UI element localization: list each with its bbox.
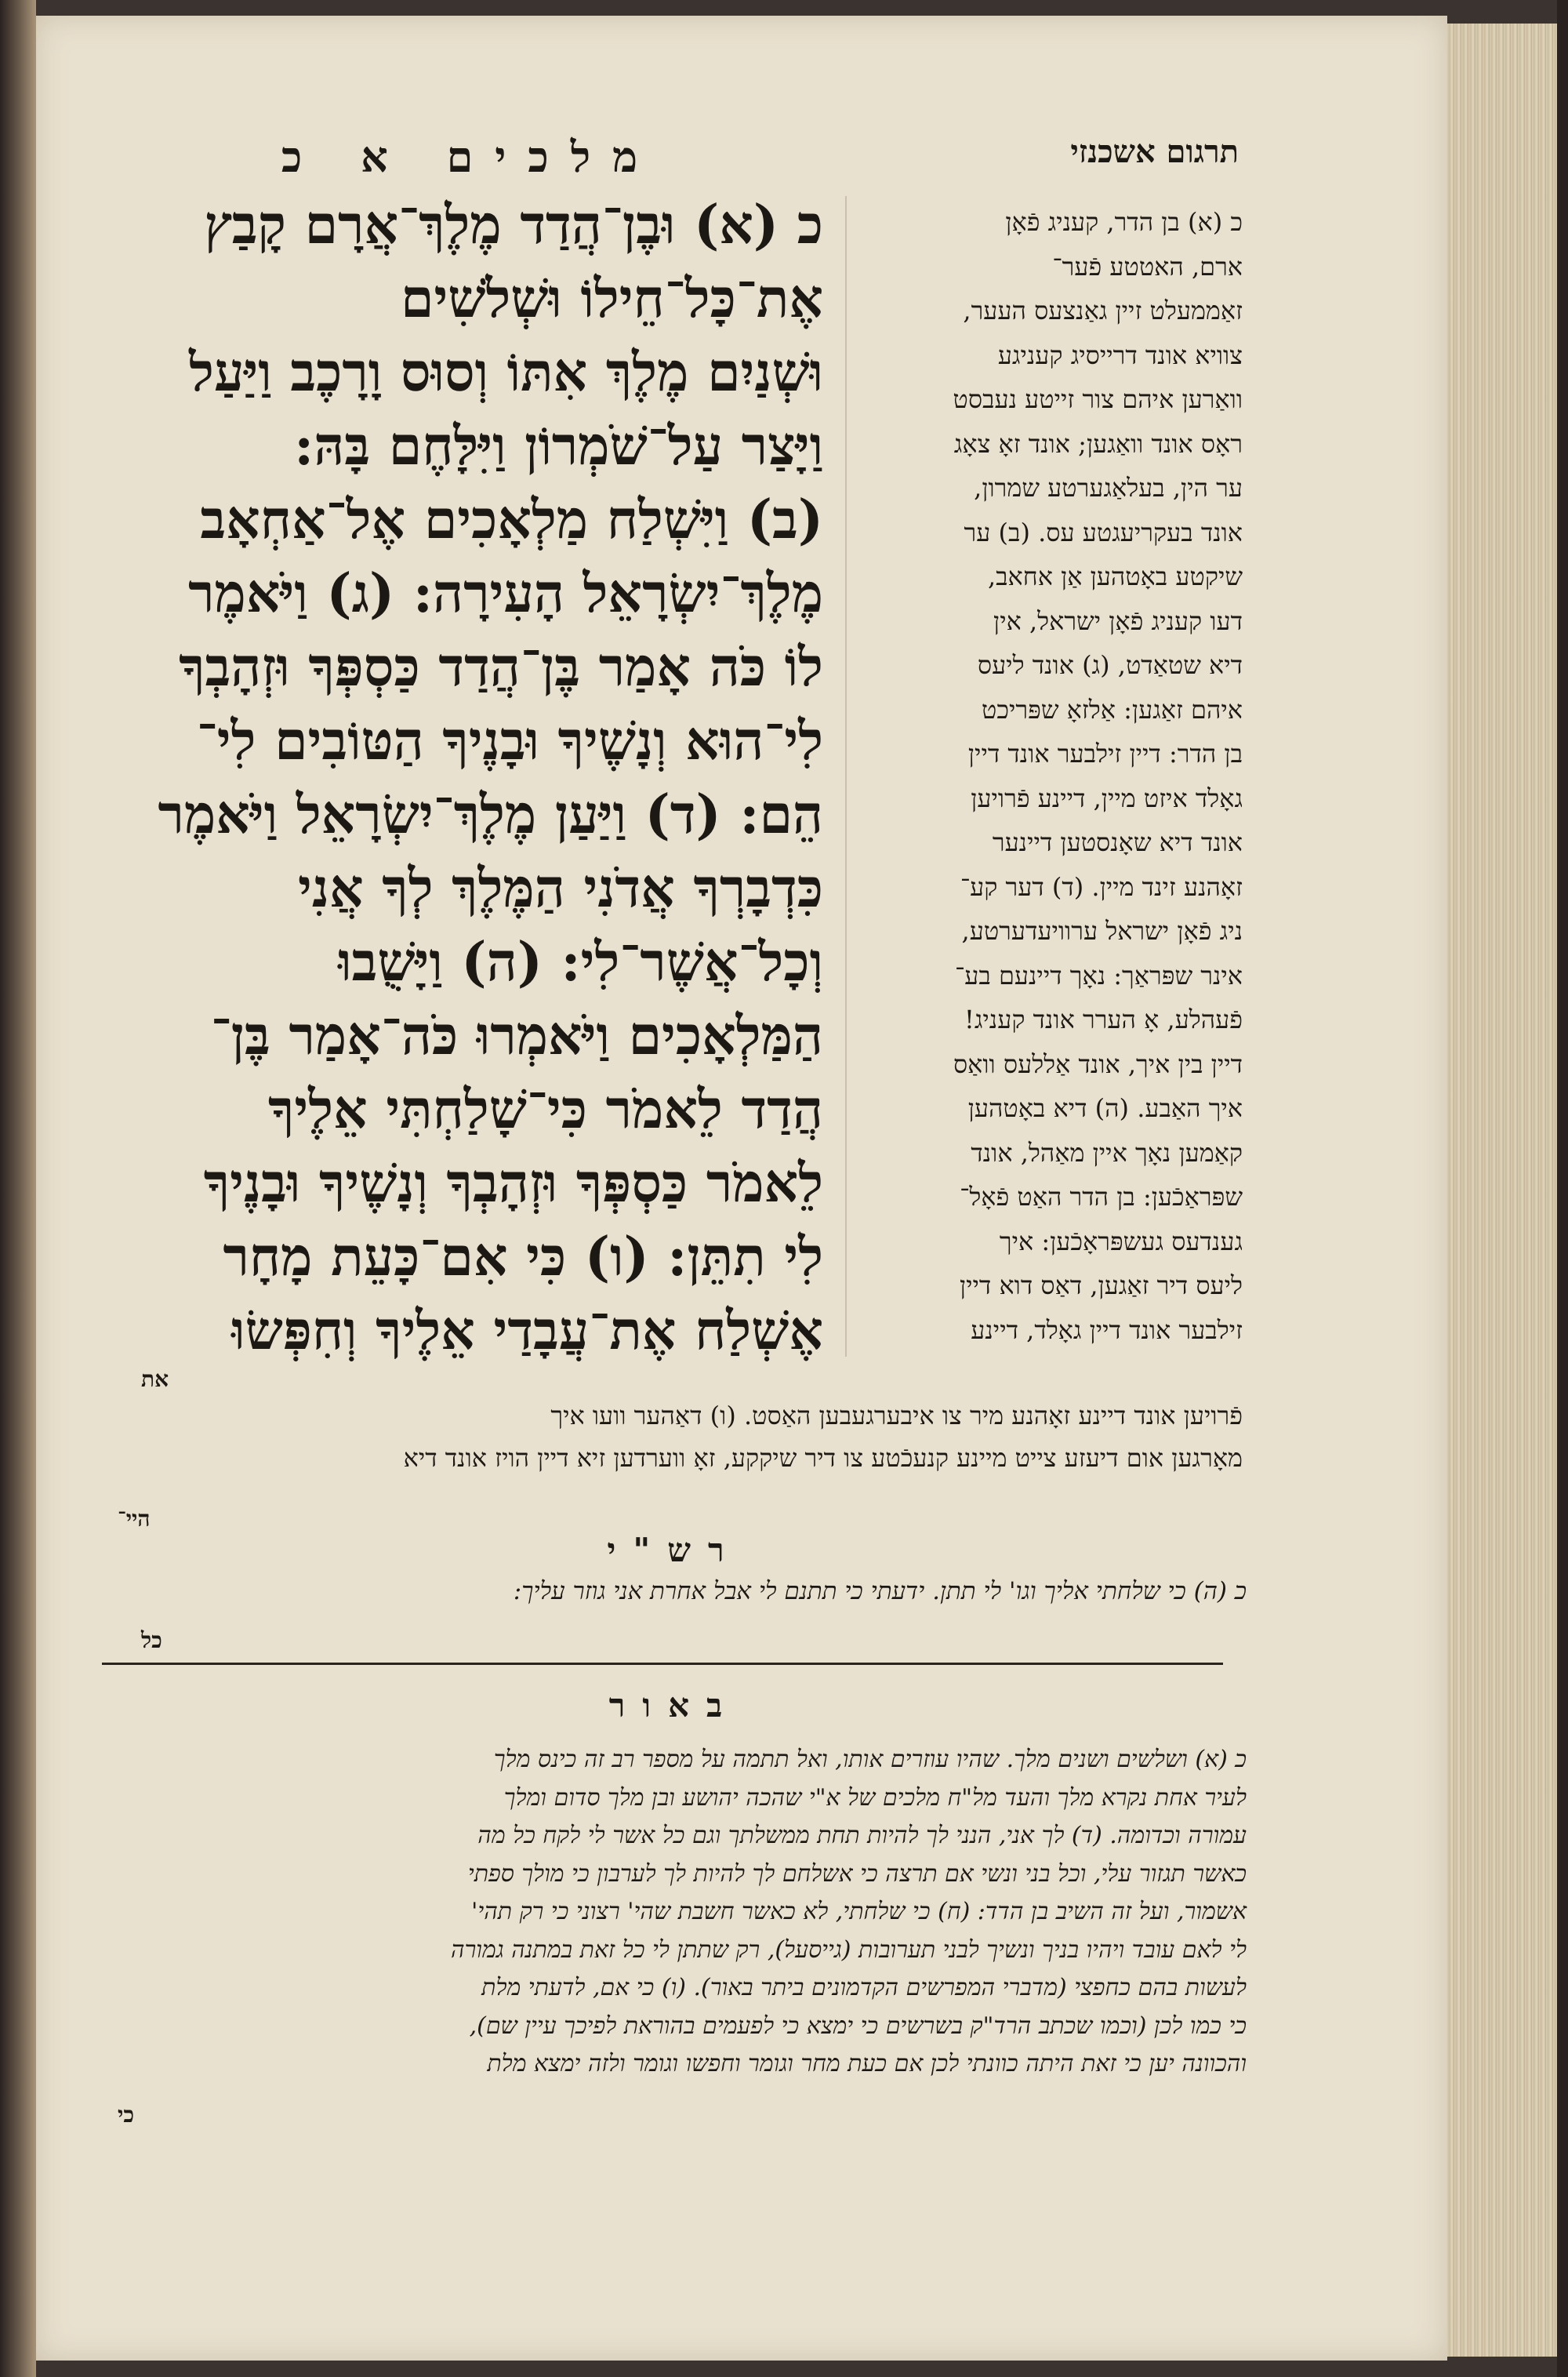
main-text-line: כ (א) וּבֶן־הֲדַד מֶלֶךְ־אֲרָם קָבַץ <box>204 194 823 256</box>
translation-line: בן הדר: דיין זילבער אונד דיין <box>967 739 1243 769</box>
main-text-line: אֶשְׁלַח אֶת־עֲבָדַי אֵלֶיךָ וְחִפְּשׂוּ <box>231 1299 823 1362</box>
catchword-rashi: כל <box>141 1627 162 1653</box>
main-text-line: לִי תִתֵּן: (ו) כִּי אִם־כָּעֵת מָחָר <box>223 1226 823 1288</box>
translation-line: שפּראַכֿען: בן הדר האַט פֿאָל־ <box>960 1182 1243 1212</box>
translation-line: אונד בעקריעגטע עס. (ב) ער <box>964 517 1243 547</box>
translation-line: גאָלד איזט מיין, דיינע פֿרויען <box>971 783 1243 813</box>
translation-line: איך האַבע. (ה) דיא באָטהען <box>967 1093 1243 1123</box>
main-text-line: (ב) וַיִּשְׁלַח מַלְאָכִים אֶל־אַחְאָב <box>200 489 823 551</box>
translation-line: גענדעס געשפּראָכֿען: איך <box>999 1226 1243 1256</box>
main-text-line: לֵאמֹר כַּסְפְּךָ וּזְהָבְךָ וְנָשֶׁיךָ וּבָנֶיךָ <box>203 1152 823 1215</box>
translation-line: דיא שטאַדט, (ג) אונד ליעס <box>977 650 1243 680</box>
beur-line: אשמור, ועל זה השיב בן הדד: (ח) כי שלחתי, לא כאשר חשבת שהי' רצוני כי רק תהי' <box>471 1898 1247 1925</box>
translation-line: שיקטע באָטהען אַן אחאב, <box>987 562 1243 591</box>
rashi-commentary <box>94 1572 1247 1610</box>
translation-line: זאַממעלט זיין גאַנצעס העער, <box>963 296 1243 325</box>
main-text-line: הֵם: (ד) וַיַּעַן מֶלֶךְ־יִשְׂרָאֵל וַיֹּאמֶר <box>158 783 823 846</box>
beur-line: לעיר אחת נקרא מלך והעד מל"ח מלכים של א"י שהכה יהושע ובן מלך סדום ומלך <box>503 1783 1247 1812</box>
beur-commentary <box>94 1741 1247 2084</box>
section-rule <box>102 1663 1223 1665</box>
beur-line: והכוונה יען כי זאת היתה כוונתי לכן אם כעת מחר וגומר וחפשו וגומר ולזה ימצא מלת <box>487 2050 1247 2077</box>
main-text-line: הֲדַד לֵאמֹר כִּי־שָׁלַחְתִּי אֵלֶיךָ <box>267 1078 823 1141</box>
translation-line: זילבער אונד דיין גאָלד, דיינע <box>971 1314 1243 1345</box>
catchword-translation: היי־ <box>118 1506 151 1532</box>
beur-line: כאשר תגזור עלי, וכל בני ונשי אם תרצה כי אשלחם לך להיות לך לערבון כי מולך ספתי <box>467 1859 1247 1888</box>
main-text-line: מֶלֶךְ־יִשְׂרָאֵל הָעִירָה: (ג) וַיֹּאמֶר <box>188 562 823 625</box>
facing-page-edge <box>0 0 36 2377</box>
translation-line: כ (א) בן הדר, קעניג פֿאָן <box>1005 207 1243 237</box>
main-text-line: כִּדְבָרְךָ אֲדֹנִי הַמֶּלֶךְ לְךָ אֲנִי <box>298 857 823 920</box>
translation-line: אינר שפּראַך: נאָך דיינעם בע־ <box>954 960 1243 990</box>
main-text-line: הַמַּלְאָכִים וַיֹּאמְרוּ כֹּה־אָמַר בֶּן־ <box>210 1005 823 1067</box>
page-stack-edge <box>1447 24 1557 2357</box>
beur-line: לי לאם עובד ויהיו בניך ונשיך לבני תערובות (גייסעל), רק שתתן לי כל זאת במתנה גמורה <box>450 1935 1247 1964</box>
translation-line: דיין בין איך, אונד אַללעס וואַס <box>953 1049 1243 1079</box>
translation-line: זאָהנע זינד מיין. (ד) דער קע־ <box>960 871 1243 902</box>
catchword-beur: כי <box>118 2102 135 2128</box>
translation-line: וואַרען איהם צור זייטע נעבסט <box>953 384 1243 414</box>
translation-continuation <box>94 1394 1243 1479</box>
translation-line: ער הין, בעלאַגערטע שמרון, <box>974 473 1243 503</box>
translation-line: אונד דיא שאָנסטען דיינער <box>992 827 1243 857</box>
translation-line: פֿרויען אונד דיינע זאָהנע מיר צו איבערגעבען האַסט. (ו) דאַהער וועו איך <box>550 1401 1243 1430</box>
translation-column <box>855 200 1243 1392</box>
main-text-line: לוֹ כֹּה אָמַר בֶּן־הֲדַד כַּסְפְּךָ וּזְהָבְךָ <box>179 636 823 699</box>
translation-line: ליעס דיר זאַגען, דאַס דוא דיין <box>959 1270 1243 1300</box>
translation-line: איהם זאַגען: אַלזאָ שפּריכט <box>981 694 1243 725</box>
beur-line: כי כמו לכן (וכמו שכתב הרד"ק בשרשים כי ימצא כי לפעמים בהוראת לפיכך עיין שם), <box>469 2012 1247 2040</box>
beur-line: עמורה וכדומה. (ד) לך אני, הנני לך להיות תחת ממשלתך וגם כל אשר לי לקח כל מה <box>477 1822 1247 1849</box>
main-text-line: אֶת־כָּל־חֵילוֹ וּשְׁלֹשִׁים <box>401 267 823 330</box>
running-title-book: מלכים א כ <box>281 132 660 182</box>
translation-line: קאַמען נאָך איין מאַהל, אונד <box>971 1137 1243 1168</box>
translation-line: ארם, האטטע פֿער־ <box>1052 251 1243 282</box>
beur-line: לעשות בהם כחפצי (מדברי המפרשים הקדמונים ביתר באור). (ו) כי אם, לדעתי מלת <box>481 1974 1247 2001</box>
translation-line: ראָס אונד וואַגען; אונד זאָ צאָג <box>953 428 1243 459</box>
main-text-line: וַיָּצַר עַל־שֹׁמְרוֹן וַיִּלָּחֶם בָּהּ: <box>294 415 823 478</box>
translation-line: דעו קעניג פֿאָן ישראל, אין <box>993 605 1243 636</box>
translation-line: מאָרגען אום דיעזע צייט מיינע קנעכֿטע צו דיר שיקקע, זאָ ווערדען זיא דיין הויז אונד דיא <box>403 1443 1243 1473</box>
binding-shadow <box>1557 0 1568 2377</box>
running-title-translation: תרגום אשכנזי <box>1070 133 1239 170</box>
translation-line: פֿעהלע, אָ הערר אונד קעניג! <box>964 1005 1243 1034</box>
rashi-line: כ (ה) כי שלחתי אליך וגו' לי תתן. ידעתי כי תתנם לי אבל אחרת אני גוזר עליך: <box>513 1577 1247 1605</box>
main-text-line: לִי־הוּא וְנָשֶׁיךָ וּבָנֶיךָ הַטּוֹבִים לִי־ <box>196 710 823 772</box>
main-text-line: וְכָל־אֲשֶׁר־לִי: (ה) וַיָּשֻׁבוּ <box>338 931 823 994</box>
main-text-line: וּשְׁנַיִם מֶלֶךְ אִתּוֹ וְסוּס וָרָכֶב וַיַּעַל <box>189 341 823 404</box>
beur-heading: באור <box>608 1686 740 1725</box>
translation-line: צוויא אונד דרייסיג קעניגע <box>997 340 1243 370</box>
translation-line: ניג פֿאָן ישראל ערוויעדערטע, <box>961 916 1243 946</box>
column-divider <box>845 196 847 1357</box>
rashi-heading: רש"י <box>607 1531 742 1569</box>
main-hebrew-text <box>86 188 823 1365</box>
beur-line: כ (א) ושלשים ושנים מלך. שהיו עוזרים אותו, ואל תתמה על מספר רב זה כינס מלך <box>493 1746 1247 1773</box>
catchword-main: את <box>141 1366 169 1392</box>
